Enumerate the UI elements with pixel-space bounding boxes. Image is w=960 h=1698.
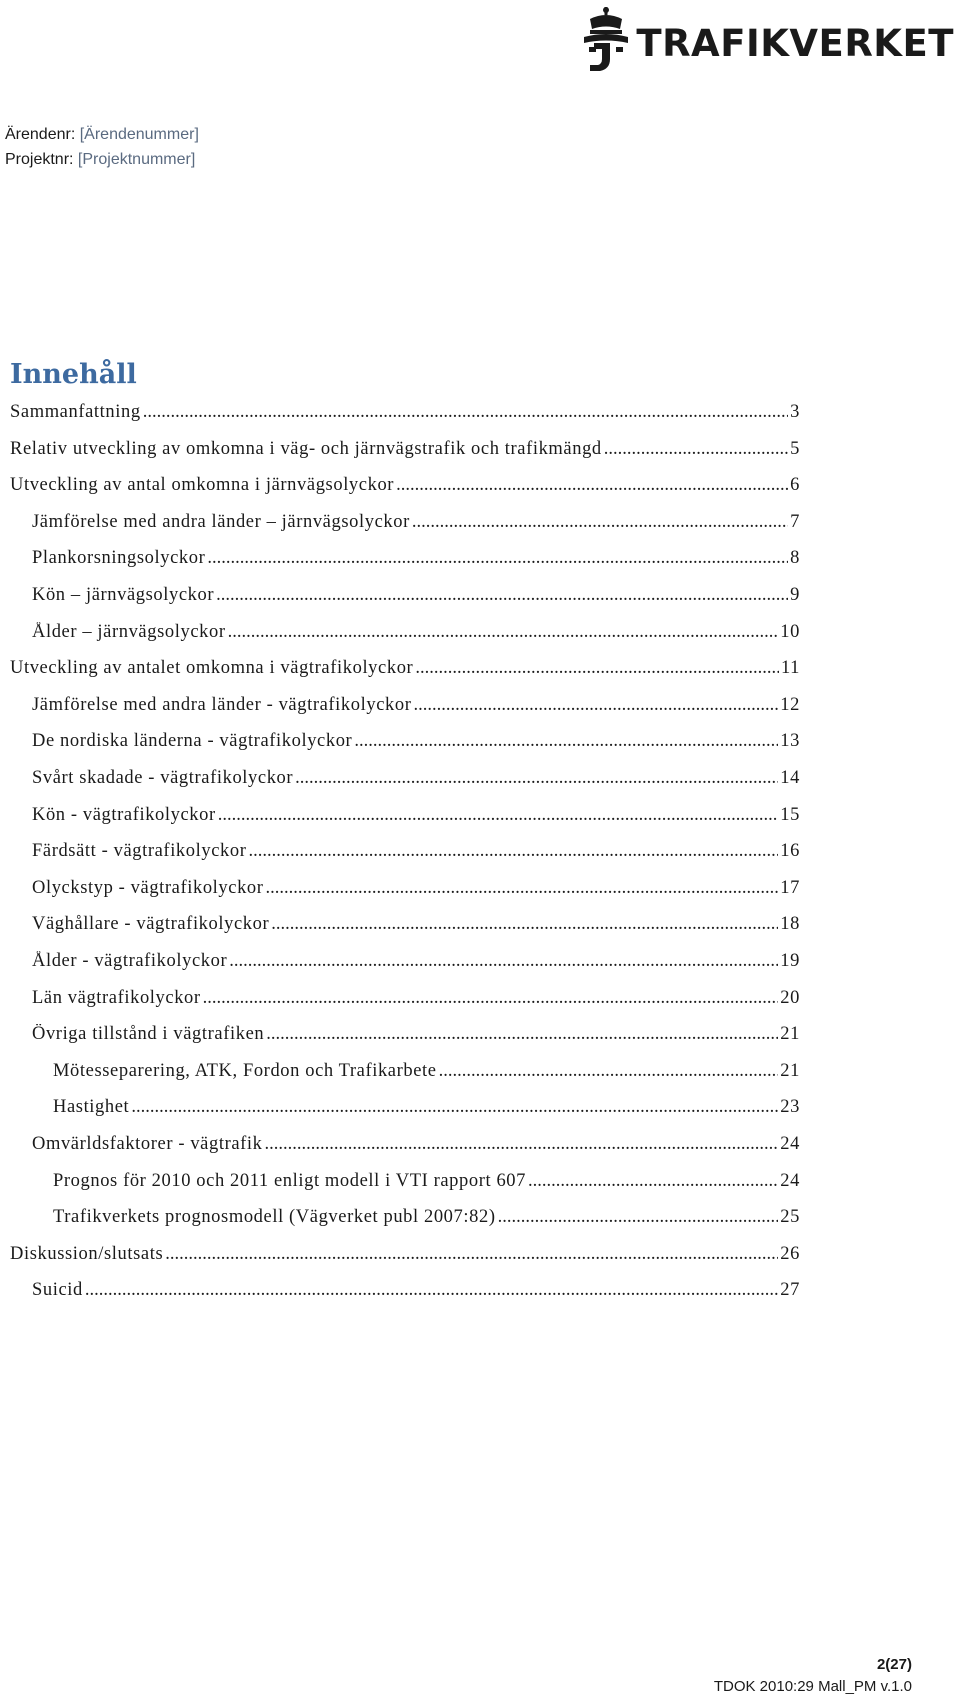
toc-entry-title: Sammanfattning [10,402,141,422]
toc-entry[interactable] [32,768,800,798]
toc-entry[interactable] [53,1171,800,1201]
toc-entry[interactable] [32,512,800,542]
toc-dot-leader [295,768,778,789]
toc-dot-leader [396,475,788,496]
toc-dot-leader [266,878,779,899]
toc-entry-title: Suicid [32,1280,83,1301]
toc-dot-leader [218,805,779,826]
toc-dot-leader [528,1171,778,1192]
toc-entry[interactable] [32,548,800,578]
toc-entry-title: Kön – järnvägsolyckor [32,585,215,605]
toc-entry-title: Ålder – järnvägsolyckor [32,621,226,642]
toc-entry[interactable] [53,1097,800,1127]
toc-dot-leader [228,622,779,643]
toc-entry-page: 24 [780,1170,800,1191]
toc-entry-title: Utveckling av antal omkomna i järnvägsolyckor [10,475,395,496]
toc-entry-title: Kön - vägtrafikolyckor [32,804,216,825]
toc-dot-leader [498,1207,779,1228]
toc-entry[interactable] [10,475,800,505]
toc-entry-title: Län vägtrafikolyckor [32,987,201,1008]
toc-dot-leader [131,1097,778,1118]
toc-entry-page: 14 [780,768,800,788]
toc-dot-leader [207,548,788,569]
projekt-label: Projektnr: [5,151,74,168]
toc-entry[interactable] [32,1024,800,1054]
toc-entry[interactable] [32,585,800,615]
toc-entry[interactable] [32,731,800,761]
toc-entry-page: 3 [790,402,800,422]
toc-entry[interactable] [10,402,800,432]
toc-entry-page: 25 [780,1207,800,1228]
toc-entry-title: Utveckling av antalet omkomna i vägtrafikolyckor [10,658,414,679]
toc-entry-page: 24 [780,1134,800,1154]
toc-dot-leader [354,731,778,752]
toc-dot-leader [415,658,779,679]
toc-dot-leader [413,695,778,716]
toc-entry-page: 5 [790,438,800,459]
toc-entry-page: 15 [780,804,800,825]
toc-entry[interactable] [32,805,800,835]
toc-entry[interactable] [32,914,800,944]
toc-entry-title: Relativ utveckling av omkomna i väg- och järnvägstrafik och trafikmängd [10,438,602,459]
toc-dot-leader [266,1024,778,1045]
toc-entry[interactable] [53,1207,800,1237]
toc-entry[interactable] [10,658,800,688]
toc-dot-leader [203,988,779,1009]
projekt-value: [Projektnummer] [77,151,196,168]
toc-entry-title: Olyckstyp - vägtrafikolyckor [32,877,264,898]
toc-dot-leader [439,1061,779,1082]
arende-line [5,122,199,147]
toc-entry-title: Mötesseparering, ATK, Fordon och Trafikarbete [53,1060,437,1081]
toc-entry-page: 26 [780,1243,800,1264]
toc-entry-page: 9 [790,585,800,605]
toc-entry-title: Hastighet [53,1097,130,1118]
toc-entry-title: Övriga tillstånd i vägtrafiken [32,1024,265,1045]
toc-entry[interactable] [32,622,800,652]
toc-entry-page: 19 [780,951,800,971]
toc-entry[interactable] [32,951,800,981]
toc-entry-page: 8 [790,548,800,569]
toc-entry-page: 6 [790,475,800,496]
toc-dot-leader [229,951,778,972]
toc-entry-page: 23 [780,1097,800,1118]
toc-entry-page: 13 [780,731,800,752]
document-id: TDOK 2010:29 Mall_PM v.1.0 [713,1678,912,1695]
toc-entry[interactable] [32,878,800,908]
document-meta [5,122,199,172]
toc-entry[interactable] [53,1061,800,1091]
toc-entry-page: 27 [780,1280,800,1301]
trafikverket-logo [580,2,954,78]
toc-entry[interactable] [32,988,800,1018]
toc-dot-leader [85,1280,778,1301]
toc-dot-leader [604,439,788,460]
crown-logo-icon [580,5,632,75]
toc-entry-page: 21 [780,1024,800,1045]
toc-entry-title: Färdsätt - vägtrafikolyckor [32,841,247,862]
toc-heading: Innehåll [10,359,137,390]
page-indicator: 2(27) [876,1656,912,1673]
brand-wordmark: TRAFIKVERKET [636,21,954,65]
toc-dot-leader [265,1134,779,1155]
projekt-line [5,147,199,172]
toc-dot-leader [143,402,788,423]
toc-entry-page: 7 [790,511,800,532]
toc-entry[interactable] [32,1134,800,1164]
toc-entry-page: 20 [780,987,800,1008]
toc-entry-page: 10 [780,621,800,642]
toc-entry-title: Prognos för 2010 och 2011 enligt modell i VTI rapport 607 [53,1170,527,1191]
toc-entry[interactable] [32,695,800,725]
toc-entry-page: 16 [780,841,800,862]
toc-entry-page: 18 [780,914,800,935]
toc-entry[interactable] [32,841,800,871]
toc-entry-page: 12 [780,694,800,715]
toc-entry[interactable] [32,1280,800,1310]
toc-entry-title: Trafikverkets prognosmodell (Vägverket publ 2007:82) [53,1207,496,1228]
toc-entry-title: Jämförelse med andra länder - vägtrafikolyckor [32,694,412,715]
toc-entry-title: Väghållare - vägtrafikolyckor [32,914,270,935]
toc-dot-leader [271,914,778,935]
toc-dot-leader [412,512,788,533]
arende-value: [Ärendenummer] [79,126,199,143]
toc-dot-leader [165,1244,778,1265]
toc-entry-page: 17 [780,877,800,898]
toc-entry[interactable] [10,1244,800,1274]
toc-entry[interactable] [10,439,800,469]
toc-dot-leader [249,841,779,862]
toc-entry-page: 21 [780,1060,800,1081]
toc-entry-title: Jämförelse med andra länder – järnvägsolyckor [32,511,410,532]
toc-entry-title: De nordiska länderna - vägtrafikolyckor [32,731,353,752]
toc-entry-page: 11 [780,658,800,679]
arende-label: Ärendenr: [5,126,76,143]
toc-entry-title: Omvärldsfaktorer - vägtrafik [32,1134,263,1154]
toc-entry-title: Plankorsningsolyckor [32,548,206,569]
toc-entry-title: Diskussion/slutsats [10,1243,164,1264]
toc-entry-title: Ålder - vägtrafikolyckor [32,951,228,971]
toc-dot-leader [216,585,788,606]
toc-entry-title: Svårt skadade - vägtrafikolyckor [32,768,294,788]
